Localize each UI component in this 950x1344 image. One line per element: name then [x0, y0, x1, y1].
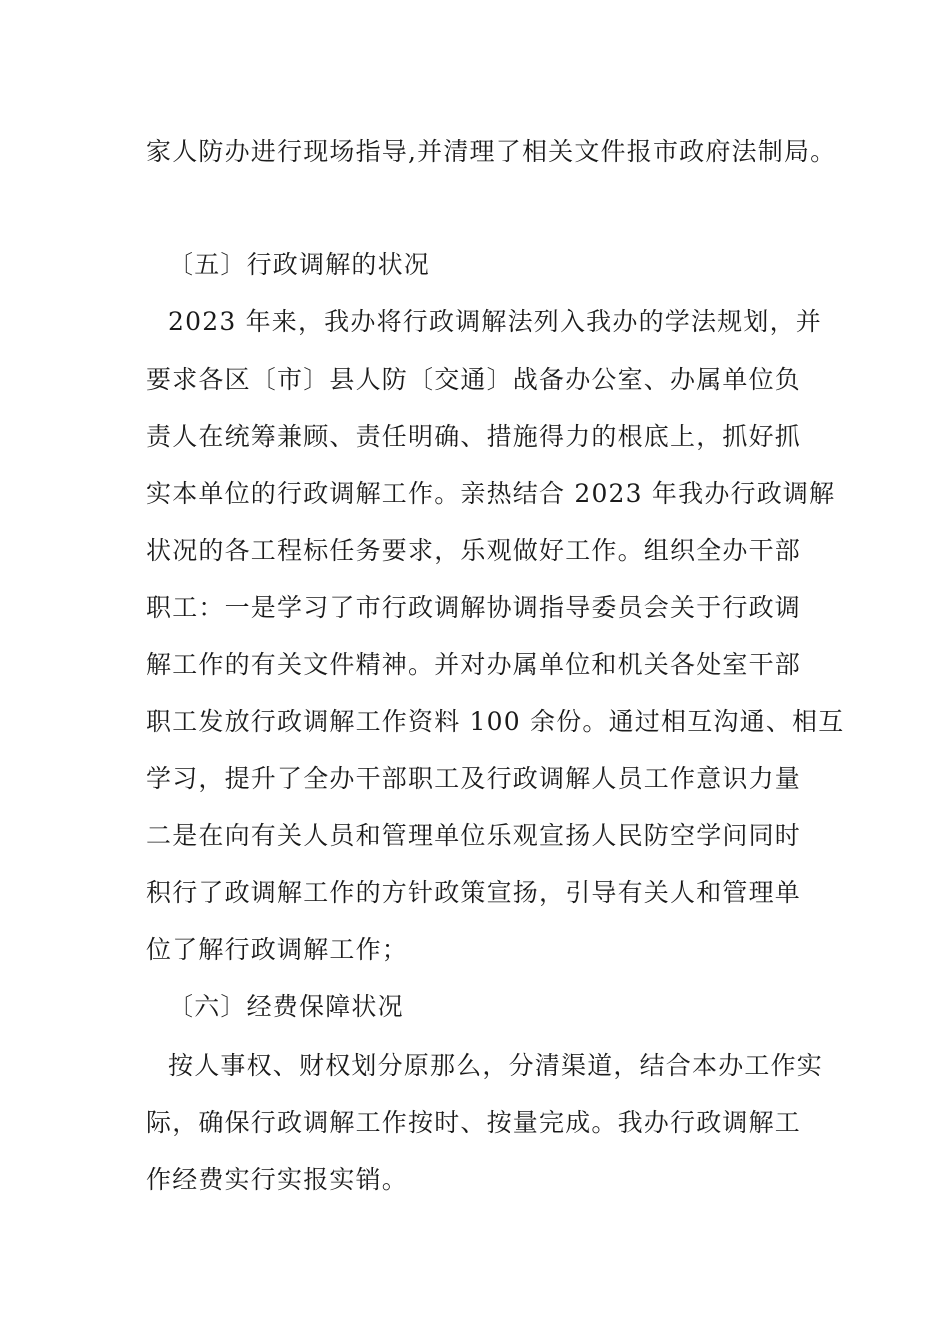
paragraph-line: 状况的各工程标任务要求，乐观做好工作。组织全办干部 [146, 536, 802, 565]
paragraph-line: 2023 年来，我办将行政调解法列入我办的学法规划，并 [168, 307, 822, 336]
paragraph-line: 按人事权、财权划分原那么，分清渠道，结合本办工作实 [168, 1051, 824, 1080]
section-heading-six: 〔六〕经费保障状况 [168, 992, 404, 1021]
paragraph-line: 职工发放行政调解工作资料 100 余份。通过相互沟通、相互 [146, 707, 845, 736]
paragraph-line: 责人在统筹兼顾、责任明确、措施得力的根底上，抓好抓 [146, 422, 802, 451]
paragraph-line: 际，确保行政调解工作按时、按量完成。我办行政调解工 [146, 1108, 802, 1137]
paragraph-line: 位了解行政调解工作； [146, 935, 409, 964]
paragraph-line: 二是在向有关人员和管理单位乐观宣扬人民防空学问同时 [146, 821, 802, 850]
section-heading-five: 〔五〕行政调解的状况 [168, 250, 431, 279]
paragraph-line: 学习，提升了全办干部职工及行政调解人员工作意识力量 [146, 764, 802, 793]
paragraph-line: 家人防办进行现场指导,并清理了相关文件报市政府法制局。 [146, 137, 837, 166]
paragraph-line: 作经费实行实报实销。 [146, 1165, 409, 1194]
paragraph-line: 积行了政调解工作的方针政策宣扬，引导有关人和管理单 [146, 878, 802, 907]
paragraph-line: 职工：一是学习了市行政调解协调指导委员会关于行政调 [146, 593, 802, 622]
paragraph-line: 解工作的有关文件精神。并对办属单位和机关各处室干部 [146, 650, 802, 679]
paragraph-line: 要求各区〔市〕县人防〔交通〕战备办公室、办属单位负 [146, 365, 802, 394]
paragraph-line: 实本单位的行政调解工作。亲热结合 2023 年我办行政调解 [146, 479, 836, 508]
